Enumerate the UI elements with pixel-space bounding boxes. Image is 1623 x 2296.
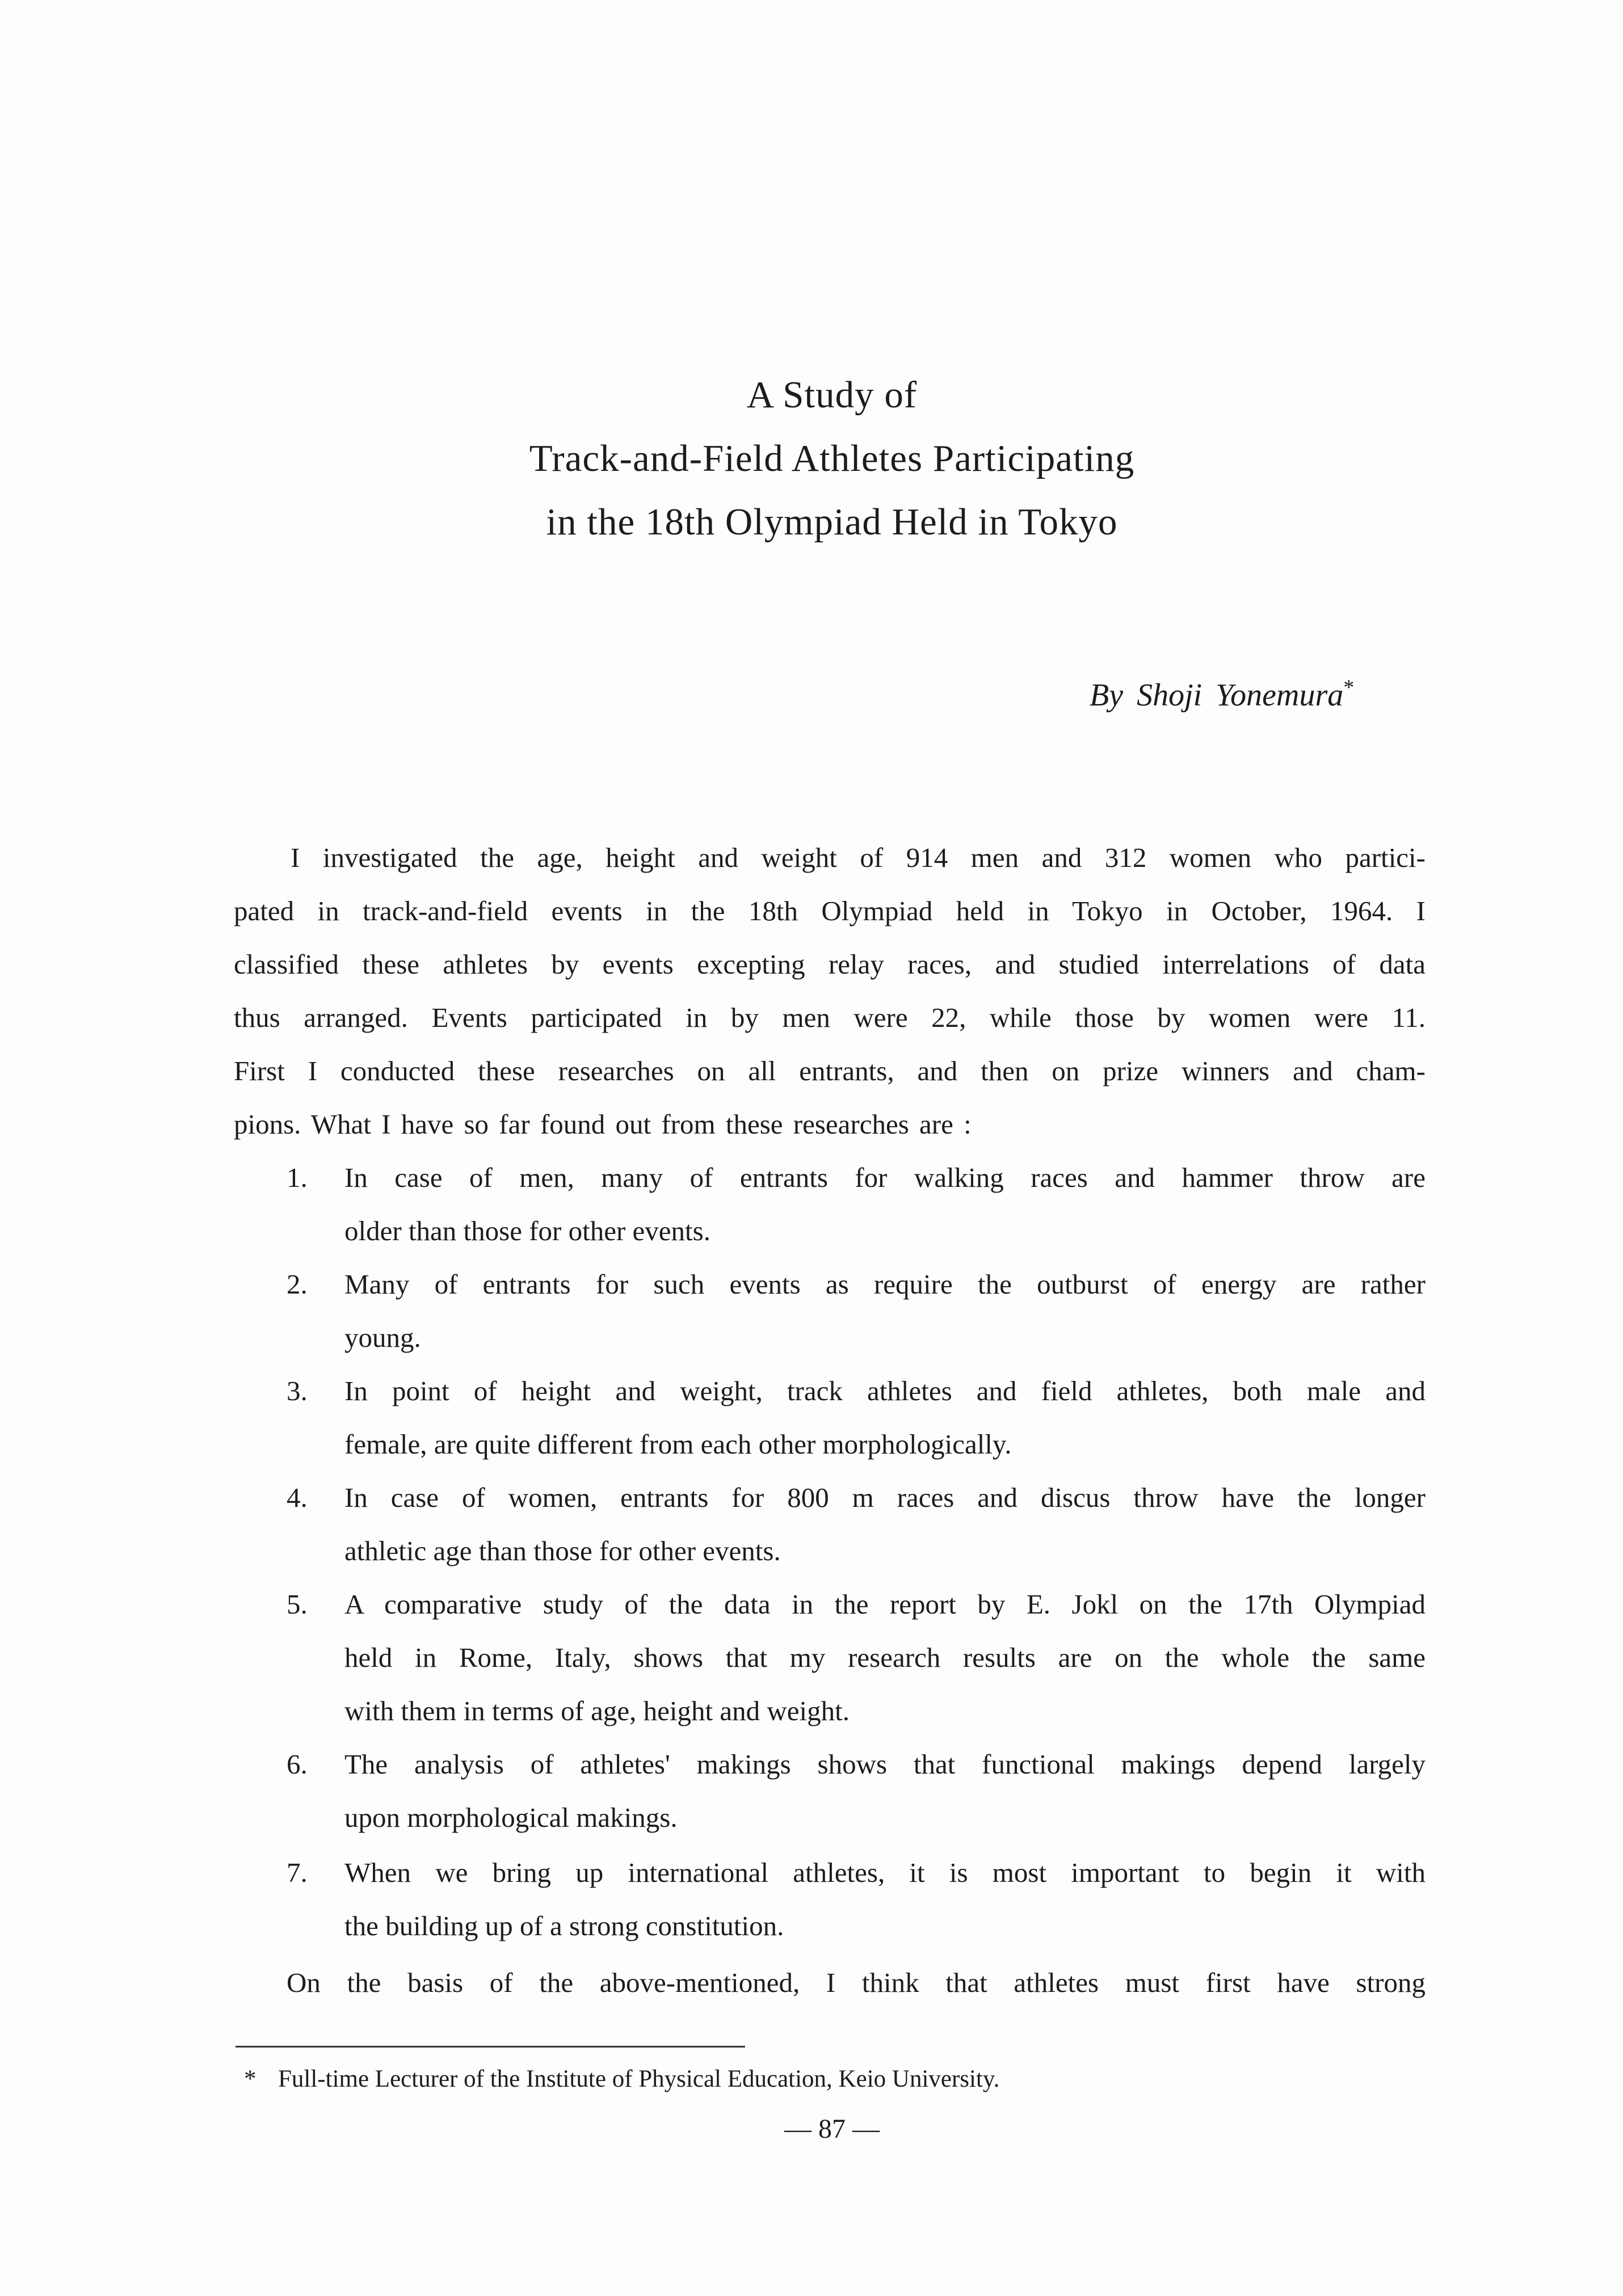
footnote	[244, 2065, 999, 2093]
intro-line: classified these athletes by events excepting relay races, and studied interrelations of data	[234, 949, 1426, 980]
intro-line: thus arranged. Events participated in by men were 22, while those by women were 11.	[234, 1002, 1426, 1033]
author-footnote-marker: *	[1343, 676, 1355, 700]
title-line-1: A Study of	[746, 374, 918, 416]
title-line-2: Track-and-Field Athletes Participating	[529, 437, 1135, 479]
finding-line: When we bring up international athletes, it is most important to begin it with	[344, 1857, 1426, 1888]
finding-number: 7.	[287, 1857, 308, 1888]
finding-line: with them in terms of age, height and weight.	[344, 1695, 850, 1726]
author-name: By Shoji Yonemura	[1090, 677, 1344, 713]
finding-line: young.	[344, 1322, 421, 1353]
finding-line: In case of men, many of entrants for walking races and hammer throw are	[344, 1162, 1426, 1193]
finding-line: upon morphological makings.	[344, 1802, 678, 1833]
finding-line: female, are quite different from each other morphologically.	[344, 1429, 1012, 1460]
finding-line: older than those for other events.	[344, 1215, 710, 1246]
finding-number: 2.	[287, 1269, 308, 1300]
author-byline	[1090, 675, 1396, 714]
footnote-divider	[236, 2046, 745, 2048]
finding-line: held in Rome, Italy, shows that my research results are on the whole the same	[344, 1642, 1426, 1673]
finding-line: In point of height and weight, track athletes and field athletes, both male and	[344, 1375, 1426, 1406]
finding-line: the building up of a strong constitution.	[344, 1910, 784, 1941]
finding-number: 4.	[287, 1482, 308, 1513]
intro-line: First I conducted these researches on all entrants, and then on prize winners and cham-	[234, 1055, 1426, 1086]
finding-line: athletic age than those for other events.	[344, 1535, 781, 1566]
intro-line: I investigated the age, height and weight of 914 men and 312 women who partici-	[291, 842, 1426, 873]
paper-title	[0, 363, 1623, 554]
title-line-3: in the 18th Olympiad Held in Tokyo	[546, 501, 1118, 543]
finding-line: Many of entrants for such events as require the outburst of energy are rather	[344, 1269, 1426, 1300]
intro-line: pions. What I have so far found out from these researches are :	[234, 1109, 972, 1140]
finding-number: 1.	[287, 1162, 308, 1193]
finding-number: 3.	[287, 1375, 308, 1406]
finding-number: 5.	[287, 1589, 308, 1620]
footnote-text: Full-time Lecturer of the Institute of Physical Education, Keio University.	[278, 2066, 1000, 2092]
intro-paragraph	[234, 831, 1426, 1151]
finding-line: A comparative study of the data in the report by E. Jokl on the 17th Olympiad	[344, 1589, 1426, 1620]
footnote-marker: *	[244, 2066, 257, 2092]
finding-number: 6.	[287, 1749, 308, 1780]
intro-line: pated in track-and-field events in the 18th Olympiad held in Tokyo in October, 1964. I	[234, 895, 1426, 926]
finding-line: The analysis of athletes' makings shows that functional makings depend largely	[344, 1749, 1426, 1780]
page-number: — 87 —	[784, 2114, 880, 2144]
closing-line: On the basis of the above-mentioned, I think that athletes must first have strong	[287, 1967, 1426, 1998]
finding-line: In case of women, entrants for 800 m races and discus throw have the longer	[344, 1482, 1426, 1513]
